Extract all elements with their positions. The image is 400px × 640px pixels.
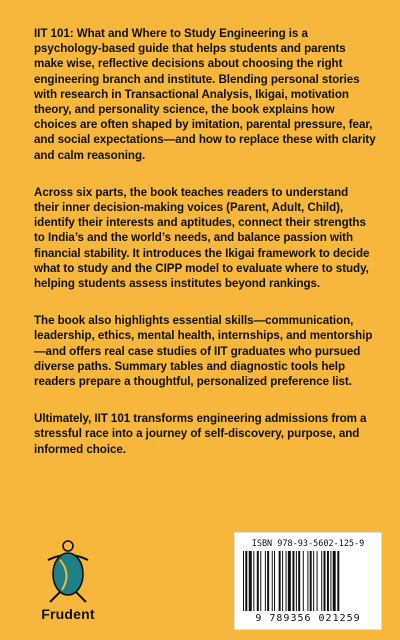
blurb-paragraph-3: The book also highlights essential skills—communication, leadership, ethics, mental health, internships, and mentorship—and offers real case studies of IIT graduates who pursued diverse paths. Summary tables and diagnostic tools help readers prepare a thoughtful, personalized preference list. — [34, 314, 373, 389]
publisher-name: Frudent — [41, 606, 95, 622]
publisher-logo — [28, 540, 108, 630]
frudent-figure-icon — [44, 540, 92, 606]
blurb-text — [34, 26, 376, 479]
isbn-label: ISBN 978-93-5602-125-9 — [251, 539, 365, 549]
barcode-number: 9 789356 021259 — [255, 613, 361, 624]
blurb-paragraph-4: Ultimately, IIT 101 transforms engineering admissions from a stressful race into a journey of self-discovery, purpose, and informed choice. — [34, 412, 367, 456]
isbn-barcode — [234, 532, 382, 630]
blurb-paragraph-2: Across six parts, the book teaches readers to understand their inner decision-making voices (Parent, Adult, Child), identify their interests and aptitudes, connect their strengths to India’s and the world’s needs, and balance passion with financial stability. It introduces the Ikigai framework to decide what to study and the CIPP model to evaluate where to study, helping students assess institutes beyond rankings. — [34, 185, 370, 291]
blurb-paragraph-1: IIT 101: What and Where to Study Engineering is a psychology-based guide that helps students and parents make wise, reflective decisions about choosing the right engineering branch and institute. Blending personal stories with research in Transactional Analysis, Ikigai, motivation theory, and personality science, the book explains how choices are often shaped by imitation, parental pressure, fear, and social expectations—and how to replace these with clarity and calm reasoning. — [34, 27, 376, 162]
barcode-bars — [241, 551, 375, 611]
